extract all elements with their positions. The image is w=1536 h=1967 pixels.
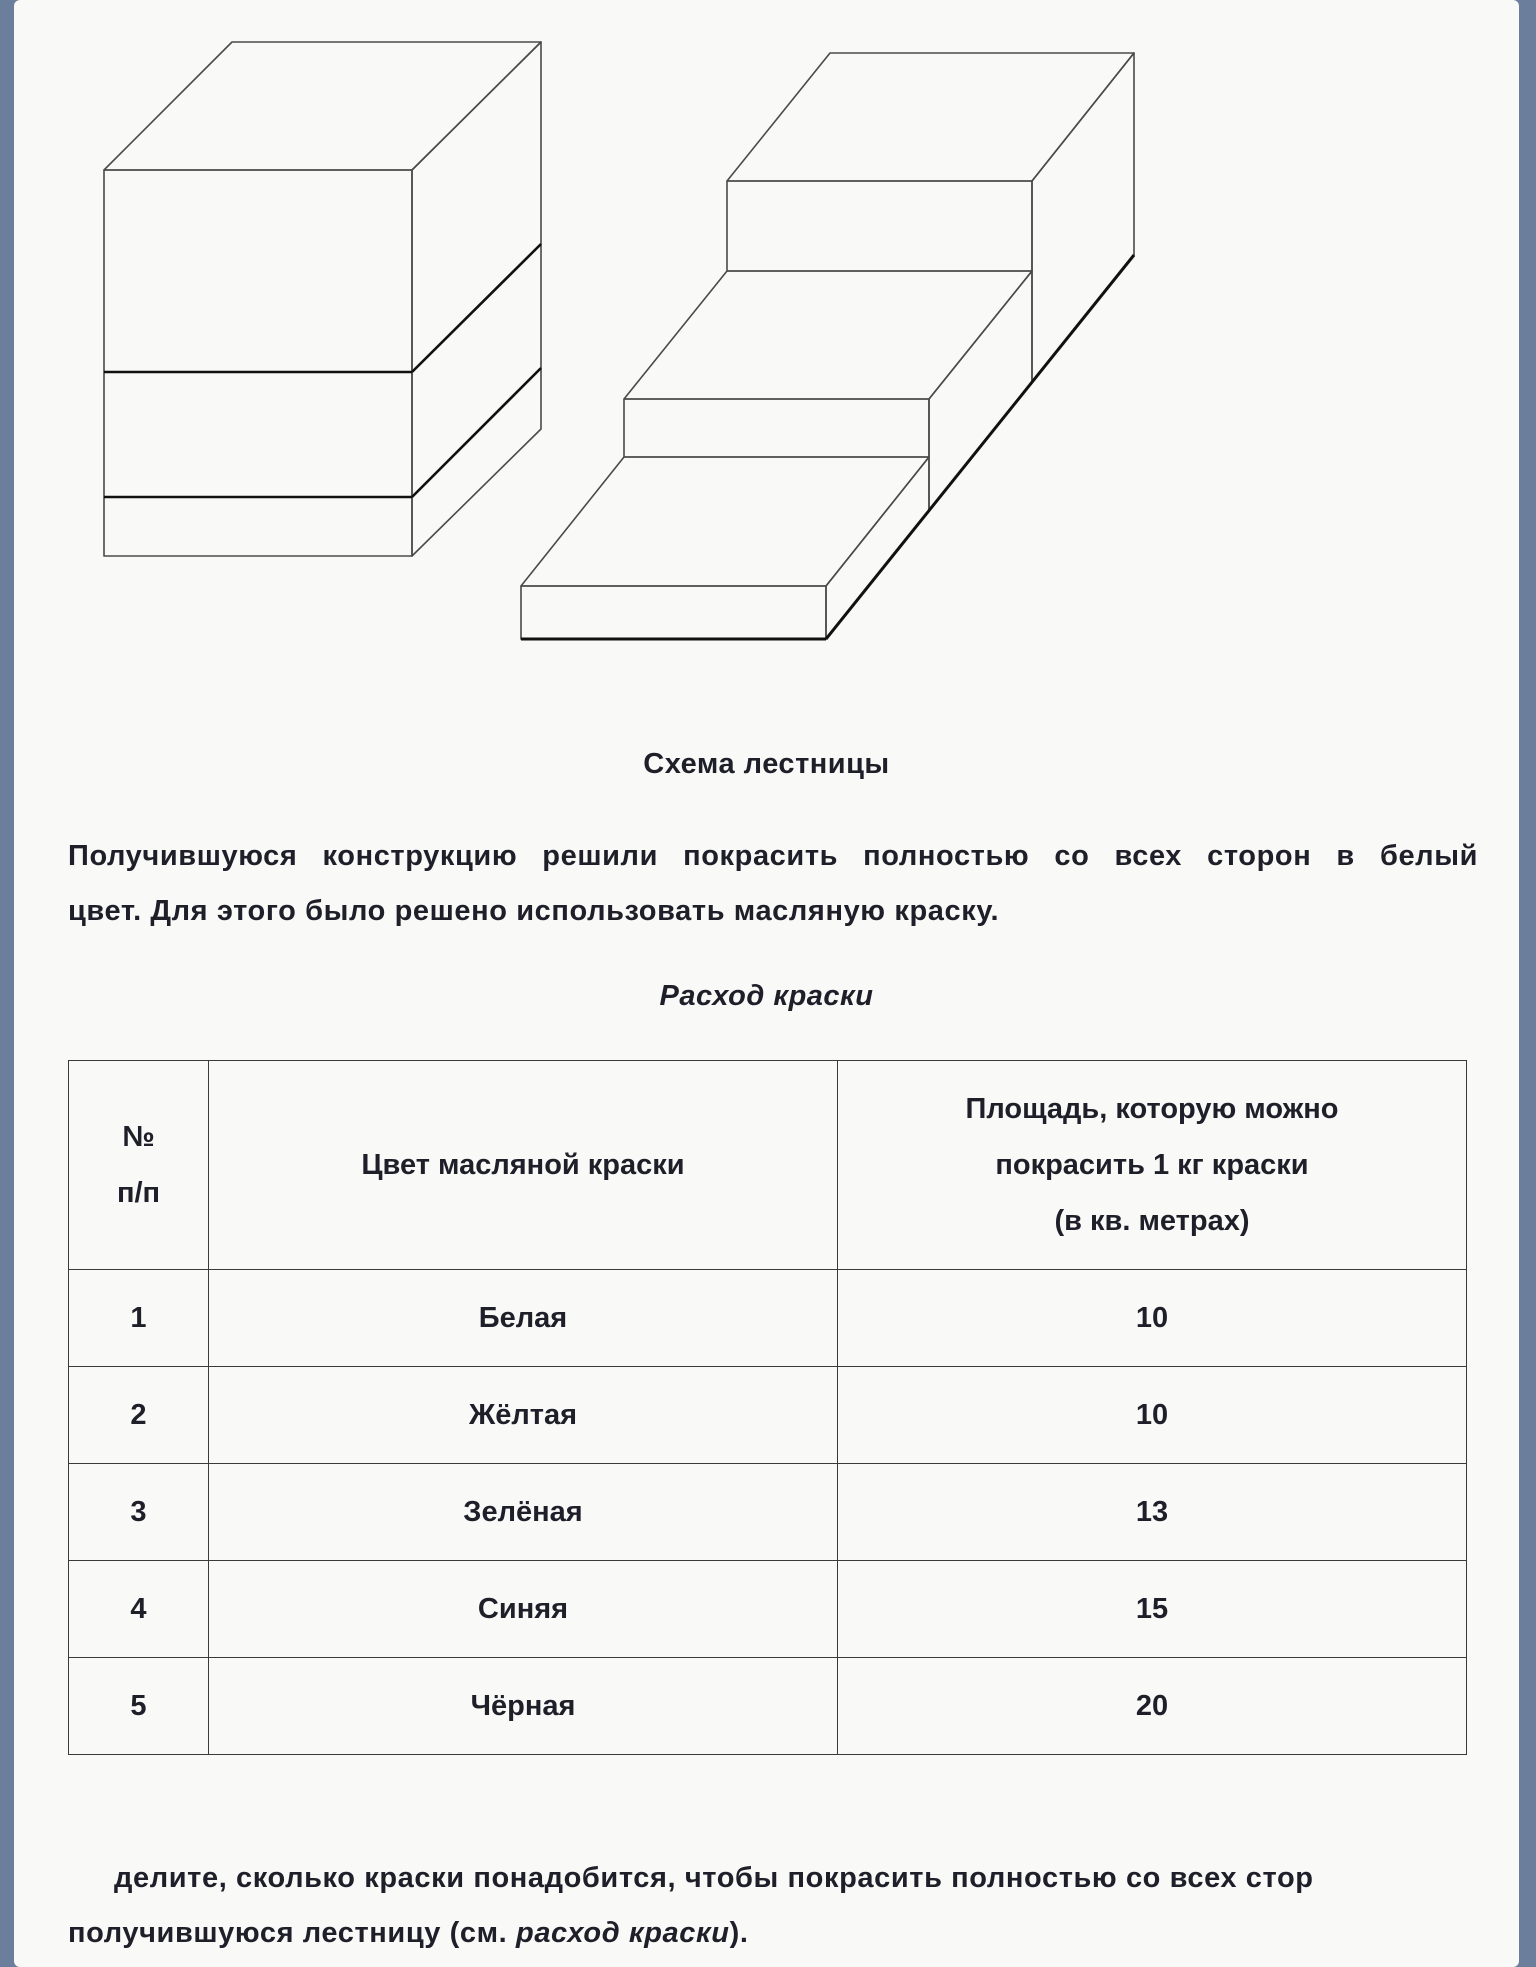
- intro-line-1: Получившуюся конструкцию решили покрасить полностью со всех сторон в белый: [68, 840, 1478, 872]
- question-line-2-end: ).: [729, 1917, 749, 1949]
- table-title: Расход краски: [659, 980, 874, 1012]
- stacked-blocks-drawing: [104, 42, 541, 556]
- header-area-line-2: покрасить 1 кг краски: [995, 1149, 1309, 1181]
- header-number: [69, 1061, 209, 1270]
- row-area: 20: [838, 1658, 1467, 1755]
- figure-caption: Схема лестницы: [643, 748, 890, 780]
- scribble-mark-left: [34, 1790, 124, 1870]
- row-area: 15: [838, 1561, 1467, 1658]
- staircase-diagram: [14, 0, 1519, 700]
- intro-paragraph: [68, 829, 1478, 939]
- paint-consumption-table: [68, 1060, 1467, 1755]
- table-row: [69, 1464, 1467, 1561]
- row-number: 2: [69, 1367, 209, 1464]
- row-color: Зелёная: [209, 1464, 838, 1561]
- row-area: 10: [838, 1367, 1467, 1464]
- scribble-mark-right: [1444, 1820, 1504, 1930]
- staircase-steps-drawing: [521, 53, 1134, 639]
- row-area: 13: [838, 1464, 1467, 1561]
- header-area-line-3: (в кв. метрах): [1054, 1205, 1250, 1237]
- row-number: 5: [69, 1658, 209, 1755]
- table-header-row: [69, 1061, 1467, 1270]
- row-color: Жёлтая: [209, 1367, 838, 1464]
- staircase-drawing: [14, 0, 1519, 700]
- row-number: 4: [69, 1561, 209, 1658]
- question-line-2-start: получившуюся лестницу (см.: [68, 1917, 516, 1949]
- header-color-label: Цвет масляной краски: [361, 1149, 685, 1181]
- row-number: 1: [69, 1270, 209, 1367]
- question-line-1: делите, сколько краски понадобится, чтобы покрасить полностью со всех стор: [114, 1862, 1314, 1894]
- document-page: [14, 0, 1519, 1967]
- header-area: [838, 1061, 1467, 1270]
- header-color: [209, 1061, 838, 1270]
- question-line-2: [68, 1906, 1478, 1961]
- header-area-line-1: Площадь, которую можно: [965, 1093, 1339, 1125]
- row-area: 10: [838, 1270, 1467, 1367]
- question-line-2-italic: расход краски: [516, 1917, 730, 1949]
- row-color: Синяя: [209, 1561, 838, 1658]
- table-row: [69, 1270, 1467, 1367]
- question-paragraph: [68, 1851, 1478, 1961]
- row-number: 3: [69, 1464, 209, 1561]
- row-color: Белая: [209, 1270, 838, 1367]
- header-number-label: № п/п: [116, 1121, 161, 1209]
- table-row: [69, 1561, 1467, 1658]
- table-row: [69, 1367, 1467, 1464]
- row-color: Чёрная: [209, 1658, 838, 1755]
- intro-line-2: цвет. Для этого было решено использовать масляную краску.: [68, 895, 1000, 927]
- table-row: [69, 1658, 1467, 1755]
